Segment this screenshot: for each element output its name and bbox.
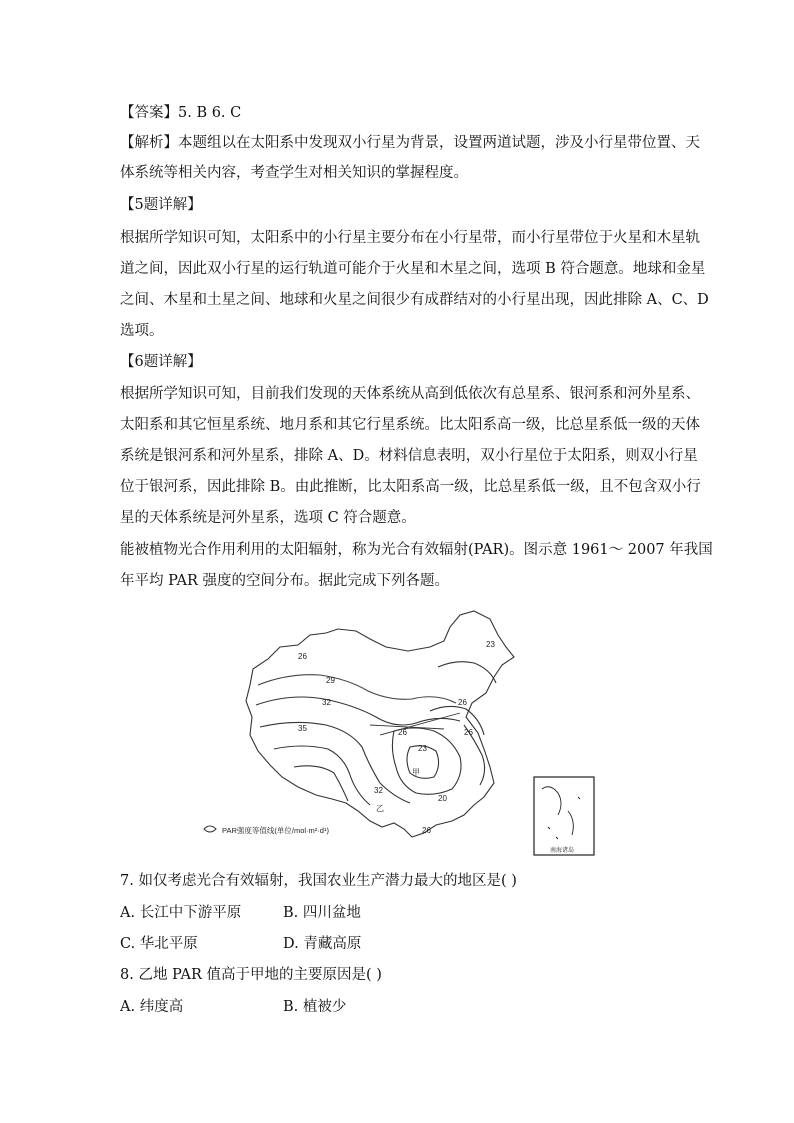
q7-stem: 7. 如仅考虑光合有效辐射，我国农业生产潜力最大的地区是( ) xyxy=(120,873,517,889)
q6-body-line-1: 根据所学知识可知，目前我们发现的天体系统从高到低依次有总星系、银河系和河外星系、 xyxy=(120,386,700,402)
inset-label: 南海诸岛 xyxy=(550,848,575,854)
par-map-figure xyxy=(198,607,598,857)
q8-option-a: A. 纬度高 xyxy=(120,999,184,1015)
q5-body-line-2: 道之间，因此双小行星的运行轨道可能介于火星和木星之间，选项 B 符合题意。地球和金星 xyxy=(120,261,706,277)
q6-body-line-5: 星的天体系统是河外星系，选项 C 符合题意。 xyxy=(120,510,416,526)
isoline-label-10: 20 xyxy=(438,794,447,803)
isoline-label-1: 26 xyxy=(298,652,307,661)
isoline-label-8: 23 xyxy=(418,744,427,753)
point-jia: 甲 xyxy=(412,768,420,777)
intro-line-1: 能被植物光合作用利用的太阳辐射，称为光合有效辐射(PAR)。图示意 1961～ 2007 年我国 xyxy=(120,542,713,558)
q5-body-line-1: 根据所学知识可知，太阳系中的小行星主要分布在小行星带，而小行星带位于火星和木星轨 xyxy=(120,230,700,246)
q7-option-c: C. 华北平原 xyxy=(120,936,198,952)
point-yi: 乙 xyxy=(376,804,384,813)
answer-line: 【答案】5. B 6. C xyxy=(120,105,242,121)
q6-body-line-3: 系统是银河系和河外星系，排除 A、D。材料信息表明，双小行星位于太阳系，则双小行星 xyxy=(120,448,698,464)
isoline-label-4: 32 xyxy=(322,698,331,707)
analysis-line-1: 【解析】本题组以在太阳系中发现双小行星为背景，设置两道试题，涉及小行星带位置、天 xyxy=(120,135,700,151)
q7-option-b: B. 四川盆地 xyxy=(283,905,361,921)
q8-option-b: B. 植被少 xyxy=(283,999,347,1015)
inset-map xyxy=(534,777,594,855)
isoline-label-6: 26 xyxy=(458,698,467,707)
map-legend-text: PAR强度等值线(单位/mol·m²·d¹) xyxy=(222,826,329,835)
q6-heading: 【6题详解】 xyxy=(120,354,202,370)
par-map-svg xyxy=(198,607,598,857)
q7-option-d: D. 青藏高原 xyxy=(283,936,362,952)
q7-option-a: A. 长江中下游平原 xyxy=(120,905,242,921)
isoline-label-5: 35 xyxy=(298,724,307,733)
isoline-label-11: 32 xyxy=(374,786,383,795)
intro-line-2: 年平均 PAR 强度的空间分布。据此完成下列各题。 xyxy=(120,573,450,589)
isoline-label-2: 23 xyxy=(486,640,495,649)
isoline-label-3: 29 xyxy=(326,676,335,685)
q5-body-line-3: 之间、木星和土星之间、地球和火星之间很少有成群结对的小行星出现，因此排除 A、C、D xyxy=(120,292,709,308)
analysis-line-2: 体系统等相关内容，考查学生对相关知识的掌握程度。 xyxy=(120,165,468,181)
q5-body-line-4: 选项。 xyxy=(120,323,164,339)
q8-stem: 8. 乙地 PAR 值高于甲地的主要原因是( ) xyxy=(120,967,382,983)
isoline-label-7: 26 xyxy=(464,728,473,737)
q5-heading: 【5题详解】 xyxy=(120,197,202,213)
q6-body-line-4: 位于银河系，因此排除 B。由此推断，比太阳系高一级，比总星系低一级，且不包含双小行 xyxy=(120,479,701,495)
isoline-label-12: 26 xyxy=(422,826,431,835)
q6-body-line-2: 太阳系和其它恒星系统、地月系和其它行星系统。比太阳系高一级，比总星系低一级的天体 xyxy=(120,417,700,433)
isoline-label-9: 26 xyxy=(398,728,407,737)
